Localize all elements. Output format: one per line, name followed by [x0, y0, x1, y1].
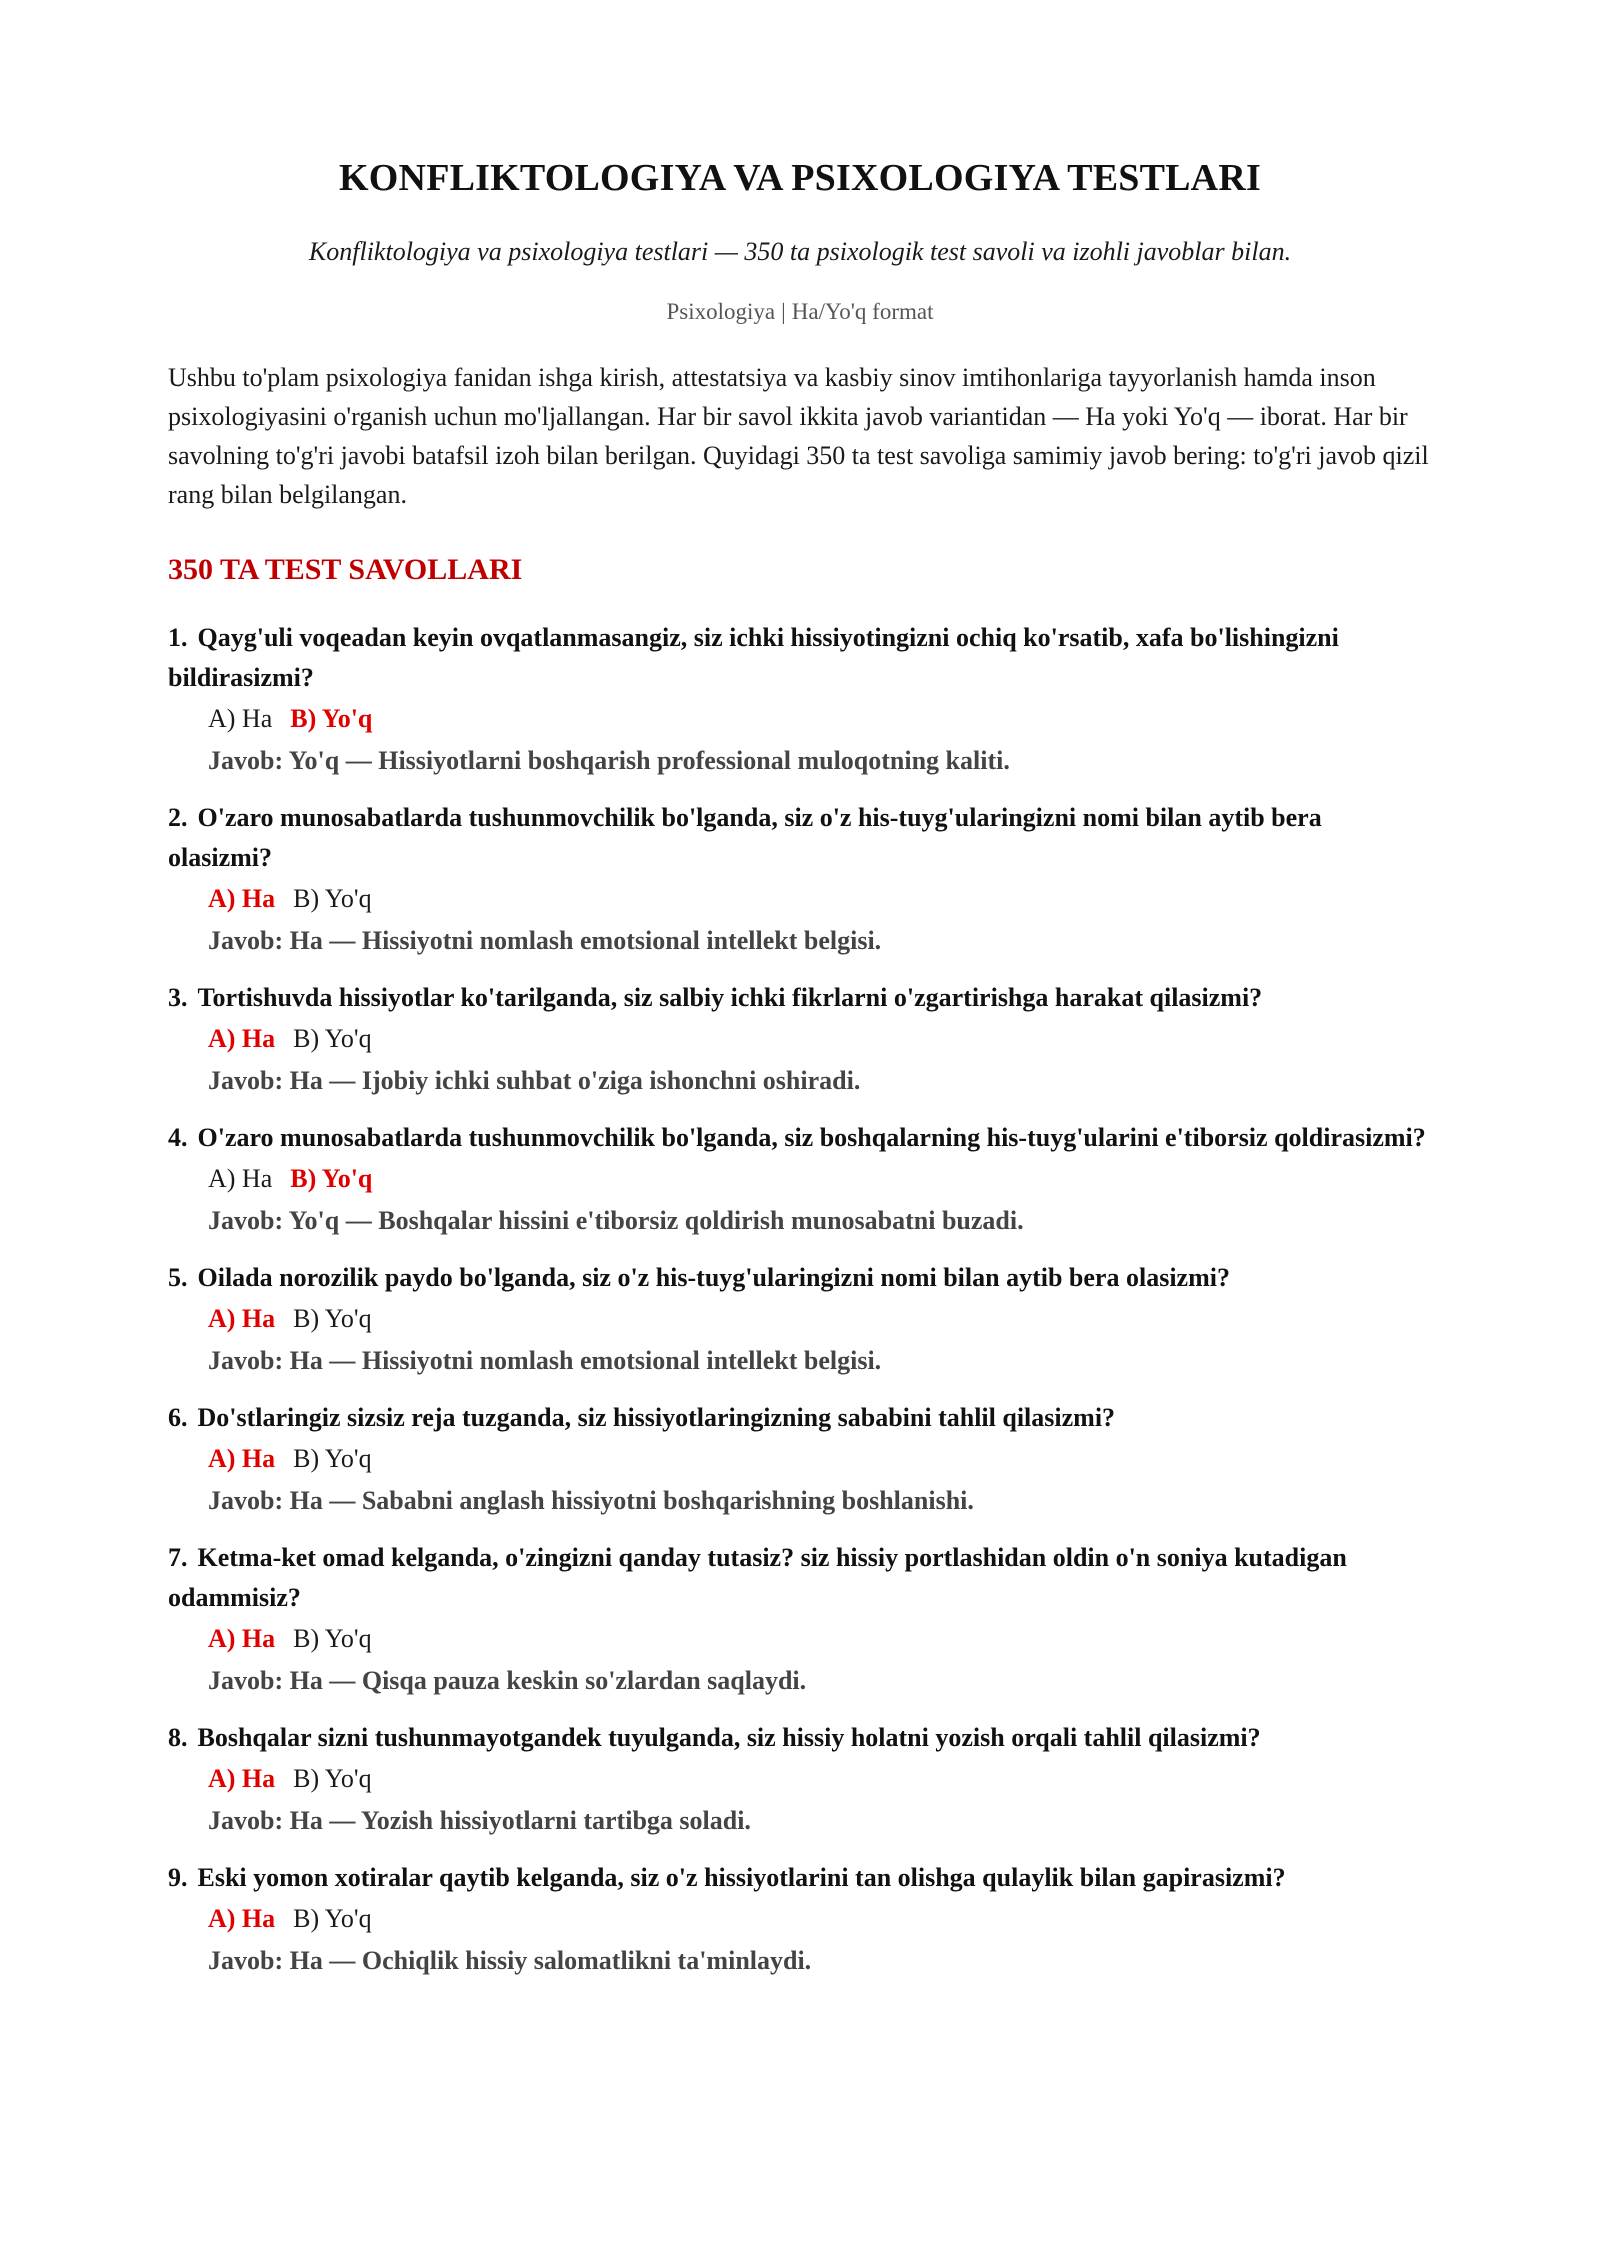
answer-explanation: Javob: Ha — Yozish hissiyotlarni tartibga soladi.: [208, 1806, 751, 1835]
question-text: Boshqalar sizni tushunmayotgandek tuyulganda, siz hissiy holatni yozish orqali tahlil qilasizmi?: [197, 1723, 1261, 1752]
document-subtitle: Konfliktologiya va psixologiya testlari — 350 ta psixologik test savoli va izohli javoblar bilan.: [308, 237, 1292, 266]
question-text-line: [168, 1538, 1432, 1618]
question-number: 8.: [168, 1723, 188, 1752]
option-a: A) Ha: [208, 704, 273, 733]
answer-options: [208, 1898, 1432, 1940]
meta-separator: |: [781, 299, 786, 324]
question-text-line: [168, 1718, 1432, 1758]
question-number: 9.: [168, 1863, 188, 1892]
answer-options: [208, 1618, 1432, 1660]
question-text-line: [168, 1858, 1432, 1898]
meta-category: Psixologiya: [666, 299, 776, 324]
option-a: A) Ha: [208, 1904, 276, 1933]
question-text-line: [168, 1398, 1432, 1438]
option-a: A) Ha: [208, 1024, 276, 1053]
question-text: Tortishuvda hissiyotlar ko'tarilganda, siz salbiy ichki fikrlarni o'zgartirishga harakat qilasizmi?: [197, 983, 1263, 1012]
answer-options: [208, 698, 1432, 740]
question-text-line: [168, 978, 1432, 1018]
answer-explanation: Javob: Ha — Sababni anglash hissiyotni boshqarishning boshlanishi.: [208, 1486, 974, 1515]
answer-options: [208, 1438, 1432, 1480]
option-b: B) Yo'q: [293, 884, 372, 913]
question-item: [168, 798, 1432, 962]
question-number: 6.: [168, 1403, 188, 1432]
option-b: B) Yo'q: [293, 1444, 372, 1473]
question-text-line: [168, 798, 1432, 878]
question-number: 2.: [168, 803, 188, 832]
option-b: B) Yo'q: [290, 704, 373, 733]
answer-explanation: Javob: Ha — Ijobiy ichki suhbat o'ziga ishonchni oshiradi.: [208, 1066, 861, 1095]
question-number: 4.: [168, 1123, 188, 1152]
question-text: Do'stlaringiz sizsiz reja tuzganda, siz hissiyotlaringizning sababini tahlil qilasizmi?: [197, 1403, 1116, 1432]
answer-explanation: Javob: Yo'q — Hissiyotlarni boshqarish professional muloqotning kaliti.: [208, 746, 1010, 775]
option-b: B) Yo'q: [293, 1904, 372, 1933]
question-text: O'zaro munosabatlarda tushunmovchilik bo'lganda, siz boshqalarning his-tuyg'ularini e'tiborsiz qoldirasizmi?: [197, 1123, 1426, 1152]
option-a: A) Ha: [208, 1304, 276, 1333]
question-item: [168, 1858, 1432, 1982]
option-b: B) Yo'q: [293, 1024, 372, 1053]
question-text-line: [168, 1118, 1432, 1158]
meta-format: Ha/Yo'q format: [791, 299, 934, 324]
option-b: B) Yo'q: [290, 1164, 373, 1193]
answer-options: [208, 1298, 1432, 1340]
question-item: [168, 978, 1432, 1102]
document-title: KONFLIKTOLOGIYA VA PSIXOLOGIYA TESTLARI: [339, 157, 1261, 199]
answer-explanation: Javob: Ha — Hissiyotni nomlash emotsional intellekt belgisi.: [208, 926, 882, 955]
question-item: [168, 1538, 1432, 1702]
answer-options: [208, 878, 1432, 920]
question-text: O'zaro munosabatlarda tushunmovchilik bo'lganda, siz o'z his-tuyg'ularingizni nomi bilan aytib bera olasizmi?: [168, 803, 1322, 872]
question-text-line: [168, 618, 1432, 698]
section-heading: 350 TA TEST SAVOLLARI: [168, 553, 523, 586]
question-text: Ketma-ket omad kelganda, o'zingizni qanday tutasiz? siz hissiy portlashidan oldin o'n soniya kutadigan odammisiz?: [168, 1543, 1347, 1612]
question-list: [168, 618, 1432, 1982]
question-text: Oilada norozilik paydo bo'lganda, siz o'z his-tuyg'ularingizni nomi bilan aytib bera olasizmi?: [197, 1263, 1230, 1292]
option-a: A) Ha: [208, 1164, 273, 1193]
question-number: 5.: [168, 1263, 188, 1292]
answer-options: [208, 1758, 1432, 1800]
option-b: B) Yo'q: [293, 1764, 372, 1793]
question-item: [168, 618, 1432, 782]
answer-explanation: Javob: Ha — Qisqa pauza keskin so'zlardan saqlaydi.: [208, 1666, 807, 1695]
option-a: A) Ha: [208, 1624, 276, 1653]
answer-explanation: Javob: Ha — Hissiyotni nomlash emotsional intellekt belgisi.: [208, 1346, 882, 1375]
question-number: 7.: [168, 1543, 188, 1572]
option-a: A) Ha: [208, 884, 276, 913]
question-number: 1.: [168, 623, 188, 652]
answer-options: [208, 1158, 1432, 1200]
question-item: [168, 1258, 1432, 1382]
question-number: 3.: [168, 983, 188, 1012]
option-b: B) Yo'q: [293, 1304, 372, 1333]
question-item: [168, 1398, 1432, 1522]
intro-paragraph: Ushbu to'plam psixologiya fanidan ishga kirish, attestatsiya va kasbiy sinov imtihonlariga tayyorlanish hamda inson psixologiyasini o'rganish uchun mo'ljallangan. Har bir savol ikkita javob variantidan — Ha yoki Yo'q — iborat. Har bir savolning to'g'ri javobi batafsil izoh bilan berilgan. Quyidagi 350 ta test savoliga samimiy javob bering: to'g'ri javob qizil rang bilan belgilangan.: [168, 363, 1429, 509]
answer-explanation: Javob: Ha — Ochiqlik hissiy salomatlikni ta'minlaydi.: [208, 1946, 812, 1975]
option-a: A) Ha: [208, 1444, 276, 1473]
question-text: Eski yomon xotiralar qaytib kelganda, siz o'z hissiyotlarini tan olishga qulaylik bilan gapirasizmi?: [197, 1863, 1286, 1892]
option-a: A) Ha: [208, 1764, 276, 1793]
answer-explanation: Javob: Yo'q — Boshqalar hissini e'tiborsiz qoldirish munosabatni buzadi.: [208, 1206, 1024, 1235]
document-meta: [168, 294, 1432, 330]
option-b: B) Yo'q: [293, 1624, 372, 1653]
question-item: [168, 1118, 1432, 1242]
question-text: Qayg'uli voqeadan keyin ovqatlanmasangiz, siz ichki hissiyotingizni ochiq ko'rsatib, xafa bo'lishingizni bildirasizmi?: [168, 623, 1339, 692]
question-text-line: [168, 1258, 1432, 1298]
question-item: [168, 1718, 1432, 1842]
answer-options: [208, 1018, 1432, 1060]
